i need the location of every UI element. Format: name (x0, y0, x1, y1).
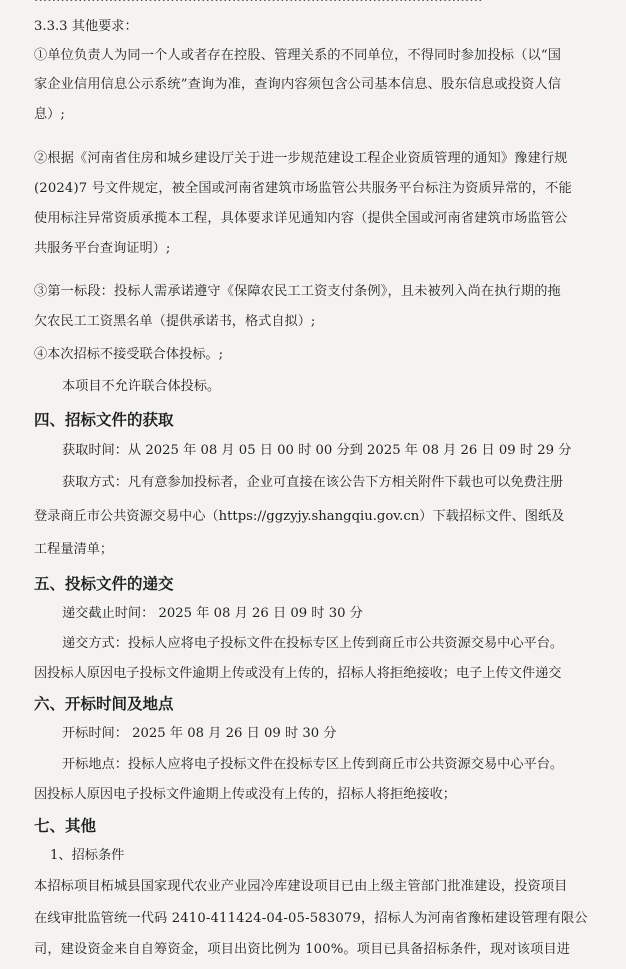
requirement-4: ④本次招标不接受联合体投标。; (34, 347, 224, 362)
conditions-line-3: 司，建设资金来自自筹资金，项目出资比例为 100%。项目已具备招标条件，现对该项目进 (34, 942, 571, 957)
heading-7-other: 七、其他 (34, 817, 97, 835)
submission-method-line-1: 递交方式：投标人应将电子投标文件在投标专区上传到商丘市公共资源交易中心平台。 (62, 636, 564, 651)
opening-place-line-1: 开标地点：投标人应将电子投标文件在投标专区上传到商丘市公共资源交易中心平台。 (62, 757, 564, 772)
heading-4-obtain-documents: 四、招标文件的获取 (34, 411, 174, 429)
requirement-2-line-2: (2024)7 号文件规定，被全国或河南省建筑市场监管公共服务平台标注为资质异常的，不能 (34, 181, 572, 196)
requirement-2-line-1: ②根据《河南省住房和城乡建设厅关于进一步规范建设工程企业资质管理的通知》豫建行规 (34, 151, 568, 166)
submission-deadline: 递交截止时间： 2025 年 08 月 26 日 09 时 30 分 (62, 606, 363, 621)
submission-method-line-2: 因投标人原因电子投标文件逾期上传或没有上传的，招标人将拒绝接收；电子上传文件递交 (34, 666, 562, 681)
requirement-1-line-1: ①单位负责人为同一个人或者存在控股、管理关系的不同单位，不得同时参加投标（以“国 (34, 48, 562, 63)
requirement-3-line-2: 欠农民工工资黑名单（提供承诺书，格式自拟）; (34, 314, 316, 329)
opening-time: 开标时间： 2025 年 08 月 26 日 09 时 30 分 (62, 726, 337, 741)
conditions-line-1: 本招标项目柘城县国家现代农业产业园冷库建设项目已由上级主管部门批准建设，投资项目 (34, 879, 568, 894)
obtain-method-line-1: 获取方式：凡有意参加投标者，企业可直接在该公告下方相关附件下载也可以免费注册 (62, 475, 564, 490)
consortium-note: 本项目不允许联合体投标。 (62, 379, 221, 394)
conditions-title: 1、招标条件 (50, 848, 125, 863)
heading-6-opening: 六、开标时间及地点 (34, 695, 174, 713)
requirement-2-line-3: 使用标注异常资质承揽本工程，具体要求详见通知内容（提供全国或河南省建筑市场监管公 (34, 211, 568, 226)
opening-place-line-2: 因投标人原因电子投标文件逾期上传或没有上传的，招标人将拒绝接收； (34, 787, 456, 802)
obtain-time: 获取时间：从 2025 年 08 月 05 日 00 时 00 分到 2025 年 08 月 26 日 09 时 29 分 (62, 443, 572, 458)
section-3-3-3-title: 3.3.3 其他要求： (34, 19, 138, 34)
requirement-1-line-2: 家企业信用信息公示系统”查询为准，查询内容须包含公司基本信息、股东信息或投资人信 (34, 77, 562, 92)
requirement-2-line-4: 共服务平台查询证明）; (34, 241, 171, 256)
requirement-3-line-1: ③第一标段：投标人需承诺遵守《保障农民工工资支付条例》，且未被列入尚在执行期的拖 (34, 284, 561, 299)
requirement-1-line-3: 息）; (34, 107, 65, 122)
obtain-method-line-3: 工程量清单； (34, 542, 114, 557)
conditions-line-2: 在线审批监管统一代码 2410-411424-04-05-583079，招标人为河南省豫柘建设管理有限公 (34, 911, 588, 926)
cut-off-text (34, 0, 482, 8)
obtain-method-line-2: 登录商丘市公共资源交易中心（https://ggzyjy.shangqiu.gov.cn）下载招标文件、图纸及 (34, 509, 565, 524)
heading-5-submission: 五、投标文件的递交 (34, 575, 174, 593)
